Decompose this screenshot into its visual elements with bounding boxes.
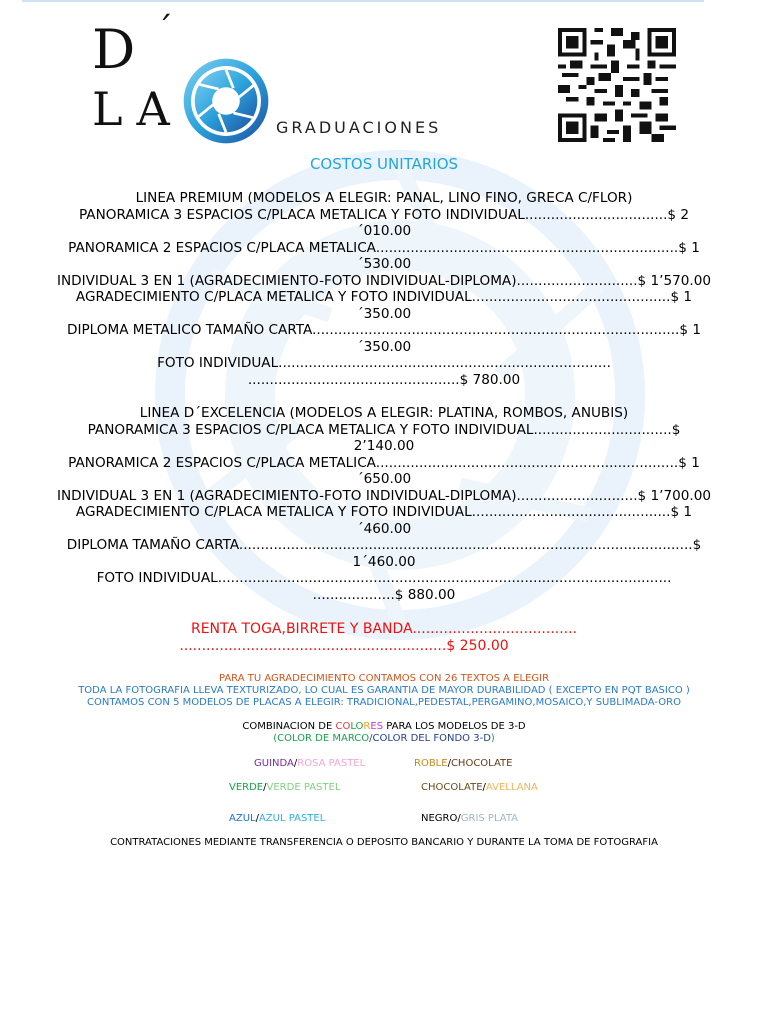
color-b: AVELLANA bbox=[485, 782, 538, 793]
price-line: 1´460.00 bbox=[352, 553, 416, 570]
price-line: PANORAMICA 2 ESPACIOS C/PLACA METALICA......................................................................$ 1 bbox=[68, 454, 700, 471]
price-line: ´350.00 bbox=[356, 305, 412, 322]
color-pair: VERDE/VERDE PASTEL bbox=[229, 782, 341, 793]
price-line: ´460.00 bbox=[356, 520, 412, 537]
price-line: ´010.00 bbox=[356, 223, 412, 239]
price-line: ´650.00 bbox=[356, 471, 412, 487]
comb-es: ES bbox=[370, 721, 384, 732]
price-line: PANORAMICA 3 ESPACIOS C/PLACA METALICA Y FOTO INDIVIDUAL................................$ bbox=[87, 421, 681, 438]
paren-close: ) bbox=[490, 733, 495, 744]
top-divider bbox=[22, 0, 704, 2]
renta-line: RENTA TOGA,BIRRETE Y BANDA..................................... bbox=[190, 621, 578, 637]
note-textos: PARA TU AGRADECIMIENTO CONTAMOS CON 26 TEXTOS A ELEGIR bbox=[218, 673, 550, 684]
renta-price: ............................................................$ 250.00 bbox=[179, 638, 509, 654]
comb-co: CO bbox=[335, 721, 351, 732]
qr-code-icon bbox=[558, 28, 676, 142]
color-b: CHOCOLATE bbox=[450, 758, 513, 769]
brand-name: GRADUACIONES bbox=[276, 118, 442, 137]
page-title: COSTOS UNITARIOS bbox=[309, 155, 459, 173]
paren-open: ( bbox=[273, 733, 278, 744]
color-a: VERDE bbox=[229, 782, 264, 793]
note-texturizado: TODA LA FOTOGRAFIA LLEVA TEXTURIZADO, LO CUAL ES GARANTIA DE MAYOR DURABILIDAD ( EXCEPTO EN PQT BASICO ) bbox=[78, 685, 690, 696]
comb-pre: COMBINACION DE bbox=[242, 721, 336, 732]
color-b: AZUL PASTEL bbox=[258, 813, 326, 824]
color-a: ROBLE bbox=[414, 758, 448, 769]
price-line: 2’140.00 bbox=[353, 438, 415, 454]
price-line: INDIVIDUAL 3 EN 1 (AGRADECIMIENTO-FOTO INDIVIDUAL-DIPLOMA)............................$ 1’570.00 bbox=[56, 272, 712, 289]
color-pair: AZUL/AZUL PASTEL bbox=[229, 813, 326, 824]
color-a: AZUL bbox=[229, 813, 256, 824]
color-b: GRIS PLATA bbox=[460, 813, 518, 824]
price-line: PANORAMICA 2 ESPACIOS C/PLACA METALICA......................................................................$ 1 bbox=[68, 239, 700, 256]
color-marco-label: COLOR DE MARCO bbox=[277, 733, 370, 744]
price-line: FOTO INDIVIDUAL............................................................................. bbox=[157, 355, 611, 371]
price-line: ´350.00 bbox=[356, 338, 412, 355]
price-line: ´530.00 bbox=[356, 256, 412, 272]
premium-section bbox=[0, 190, 768, 388]
comb-post: PARA LOS MODELOS DE 3-D bbox=[383, 721, 526, 732]
price-line: ...................$ 880.00 bbox=[312, 586, 456, 603]
excelencia-section bbox=[0, 405, 768, 603]
comb-r: R bbox=[363, 721, 371, 732]
price-line: DIPLOMA METALICO TAMAÑO CARTA.....................................................................................$ 1 bbox=[67, 322, 701, 338]
combinacion-legend bbox=[0, 733, 768, 745]
renta-section bbox=[0, 621, 768, 655]
price-line: FOTO INDIVIDUAL......................................................................................................... bbox=[96, 570, 672, 586]
price-line: .................................................$ 780.00 bbox=[247, 371, 521, 388]
combinacion-heading bbox=[0, 721, 768, 733]
price-line: AGRADECIMIENTO C/PLACA METALICA Y FOTO INDIVIDUAL..............................................$ 1 bbox=[75, 289, 693, 305]
color-pair: GUINDA/ROSA PASTEL bbox=[254, 758, 366, 769]
color-fondo-label: COLOR DEL FONDO 3-D bbox=[372, 733, 491, 744]
color-pair: NEGRO/GRIS PLATA bbox=[421, 813, 518, 824]
premium-heading: LINEA PREMIUM (MODELOS A ELEGIR: PANAL, LINO FINO, GRECA C/FLOR) bbox=[135, 190, 633, 206]
color-b: ROSA PASTEL bbox=[297, 758, 366, 769]
price-line: DIPLOMA TAMAÑO CARTA.........................................................................................................$ bbox=[66, 537, 702, 553]
logo-letters-la: LA bbox=[92, 82, 184, 136]
logo-accent: ´ bbox=[156, 10, 173, 50]
color-a: GUINDA bbox=[254, 758, 294, 769]
logo-letter-d: D bbox=[92, 18, 136, 81]
price-line: INDIVIDUAL 3 EN 1 (AGRADECIMIENTO-FOTO INDIVIDUAL-DIPLOMA)............................$ 1’700.00 bbox=[56, 487, 712, 504]
color-b: VERDE PASTEL bbox=[266, 782, 341, 793]
footer-note: CONTRATACIONES MEDIANTE TRANSFERENCIA O DEPOSITO BANCARIO Y DURANTE LA TOMA DE FOTOGRAFIA bbox=[110, 837, 658, 848]
color-a: CHOCOLATE bbox=[421, 782, 483, 793]
comb-lo: LO bbox=[350, 721, 364, 732]
excelencia-heading: LINEA D´EXCELENCIA (MODELOS A ELEGIR: PLATINA, ROMBOS, ANUBIS) bbox=[139, 405, 629, 421]
color-pair: ROBLE/CHOCOLATE bbox=[414, 758, 513, 769]
slash: / bbox=[369, 733, 373, 744]
color-pair: CHOCOLATE/AVELLANA bbox=[421, 782, 538, 793]
color-a: NEGRO bbox=[421, 813, 458, 824]
aperture-logo-icon bbox=[180, 55, 272, 147]
note-placas: CONTAMOS CON 5 MODELOS DE PLACAS A ELEGIR: TRADICIONAL,PEDESTAL,PERGAMINO,MOSAICO,Y SUBLIMADA-ORO bbox=[87, 697, 681, 708]
price-line: PANORAMICA 3 ESPACIOS C/PLACA METALICA Y FOTO INDIVIDUAL.................................$ 2 bbox=[78, 206, 690, 223]
price-line: AGRADECIMIENTO C/PLACA METALICA Y FOTO INDIVIDUAL..............................................$ 1 bbox=[75, 504, 693, 520]
